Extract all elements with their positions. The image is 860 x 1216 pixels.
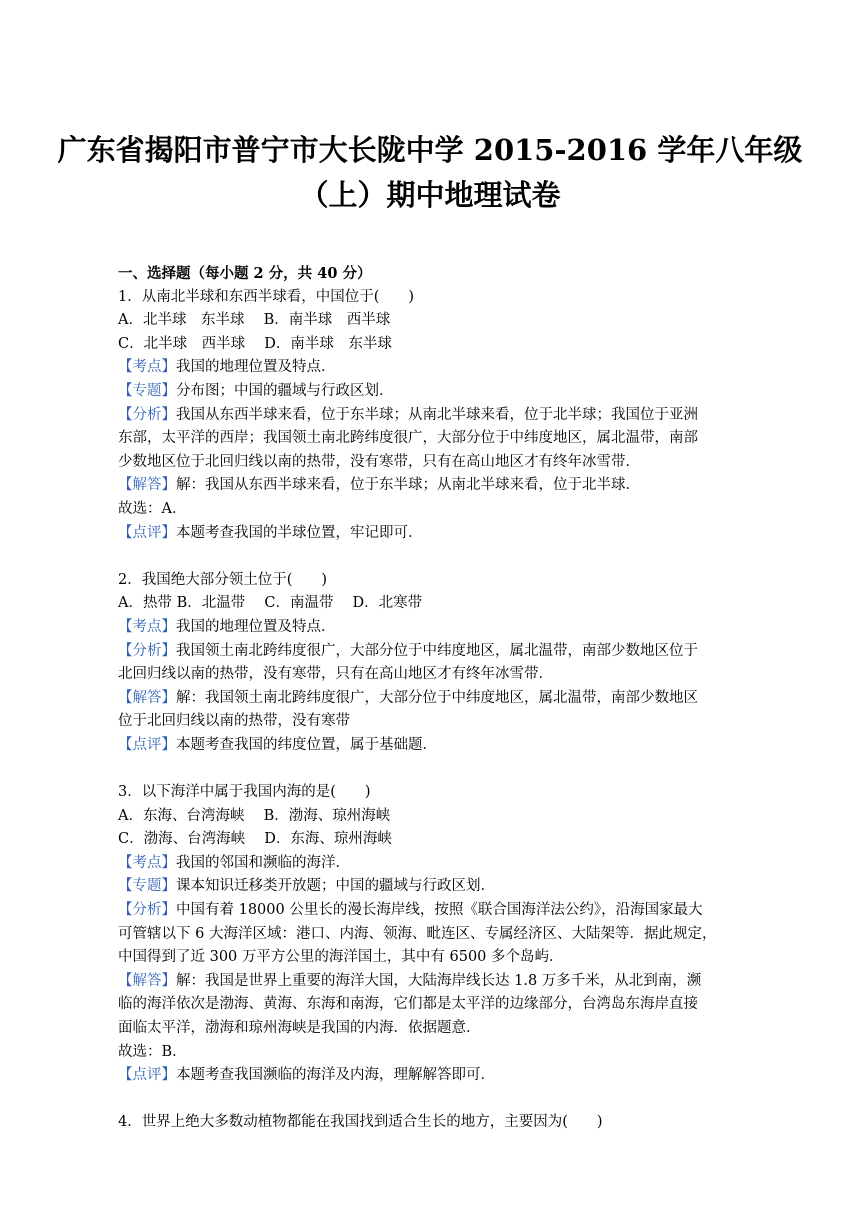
fenxi-text: 我国从东西半球来看，位于东半球；从南北半球来看，位于北半球；我国位于亚洲 bbox=[176, 406, 698, 423]
dianping-tag: 【点评】 bbox=[118, 736, 176, 753]
fenxi-tag: 【分析】 bbox=[118, 902, 176, 919]
jieda-tag: 【解答】 bbox=[118, 477, 176, 494]
kaodian-text: 我国的邻国和濒临的海洋． bbox=[176, 854, 350, 871]
jieda-text: 临的海洋依次是渤海、黄海、东海和南海，它们都是太平洋的边缘部分，台湾岛东海岸直接 bbox=[118, 996, 698, 1013]
dianping-tag: 【点评】 bbox=[118, 524, 176, 541]
zhuanti-text: 课本知识迁移类开放题；中国的疆域与行政区划． bbox=[176, 878, 495, 895]
fenxi-text: 少数地区位于北回归线以南的热带，没有寒带，只有在高山地区才有终年冰雪带． bbox=[118, 453, 640, 470]
kaodian-tag: 【考点】 bbox=[118, 359, 176, 376]
kaodian-text: 我国的地理位置及特点． bbox=[176, 359, 336, 376]
question-option: C．渤海、台湾海峡 D．东海、琼州海峡 bbox=[118, 831, 392, 848]
fenxi-tag: 【分析】 bbox=[118, 642, 176, 659]
question-2 bbox=[118, 569, 742, 758]
fenxi-text: 可管辖以下 6 大海洋区域：港口、内海、领海、毗连区、专属经济区、大陆架等．据此规定， bbox=[118, 925, 717, 942]
question-stem: 1．从南北半球和东西半球看，中国位于( ) bbox=[118, 288, 415, 305]
kaodian-text: 我国的地理位置及特点． bbox=[176, 618, 336, 635]
fenxi-text: 北回归线以南的热带，没有寒带，只有在高山地区才有终年冰雪带． bbox=[118, 666, 553, 683]
jieda-tag: 【解答】 bbox=[118, 689, 176, 706]
jieda-text: 解：我国是世界上重要的海洋大国，大陆海岸线长达 1.8 万多千米，从北到南，濒 bbox=[176, 972, 702, 989]
question-stem: 2．我国绝大部分领土位于( ) bbox=[118, 571, 328, 588]
answer-text: 故选：B． bbox=[118, 1043, 187, 1060]
question-stem: 3．以下海洋中属于我国内海的是( ) bbox=[118, 784, 371, 801]
zhuanti-text: 分布图；中国的疆域与行政区划． bbox=[176, 382, 394, 399]
question-4 bbox=[118, 1111, 742, 1135]
question-1 bbox=[118, 286, 742, 546]
dianping-text: 本题考查我国濒临的海洋及内海，理解解答即可． bbox=[176, 1067, 495, 1084]
dianping-tag: 【点评】 bbox=[118, 1067, 176, 1084]
fenxi-text: 东部，太平洋的西岸；我国领土南北跨纬度很广，大部分位于中纬度地区，属北温带，南部 bbox=[118, 430, 698, 447]
question-option: C．北半球 西半球 D．南半球 东半球 bbox=[118, 335, 392, 352]
page-title-line-2: （上）期中地理试卷 bbox=[299, 178, 561, 212]
fenxi-text: 中国得到了近 300 万平方公里的海洋国土，其中有 6500 多个岛屿． bbox=[118, 949, 564, 966]
answer-text: 故选：A． bbox=[118, 500, 187, 517]
page-title-line-1: 广东省揭阳市普宁市大长陇中学 2015-2016 学年八年级 bbox=[57, 133, 803, 167]
jieda-text: 解：我国从东西半球来看，位于东半球；从南北半球来看，位于北半球． bbox=[176, 477, 640, 494]
fenxi-text: 中国有着 18000 公里长的漫长海岸线，按照《联合国海洋法公约》，沿海国家最大 bbox=[176, 902, 703, 919]
question-option: A．北半球 东半球 B．南半球 西半球 bbox=[118, 312, 391, 329]
jieda-text: 位于北回归线以南的热带，没有寒带 bbox=[118, 713, 350, 730]
dianping-text: 本题考查我国的纬度位置，属于基础题． bbox=[176, 736, 437, 753]
kaodian-tag: 【考点】 bbox=[118, 854, 176, 871]
fenxi-tag: 【分析】 bbox=[118, 406, 176, 423]
question-option: A．东海、台湾海峡 B．渤海、琼州海峡 bbox=[118, 807, 391, 824]
question-option: A．热带 B．北温带 C．南温带 D．北寒带 bbox=[118, 595, 423, 612]
zhuanti-tag: 【专题】 bbox=[118, 382, 176, 399]
section-heading: 一、选择题（每小题 2 分，共 40 分） bbox=[118, 265, 372, 282]
fenxi-text: 我国领土南北跨纬度很广，大部分位于中纬度地区，属北温带，南部少数地区位于 bbox=[176, 642, 698, 659]
kaodian-tag: 【考点】 bbox=[118, 618, 176, 635]
exam-content bbox=[118, 262, 742, 1135]
zhuanti-tag: 【专题】 bbox=[118, 878, 176, 895]
jieda-tag: 【解答】 bbox=[118, 972, 176, 989]
jieda-text: 解：我国领土南北跨纬度很广，大部分位于中纬度地区，属北温带，南部少数地区 bbox=[176, 689, 698, 706]
dianping-text: 本题考查我国的半球位置，牢记即可． bbox=[176, 524, 423, 541]
jieda-text: 面临太平洋，渤海和琼州海峡是我国的内海．依据题意． bbox=[118, 1020, 481, 1036]
question-3 bbox=[118, 781, 742, 1088]
question-stem: 4．世界上绝大多数动植物都能在我国找到适合生长的地方，主要因为( ) bbox=[118, 1114, 603, 1131]
